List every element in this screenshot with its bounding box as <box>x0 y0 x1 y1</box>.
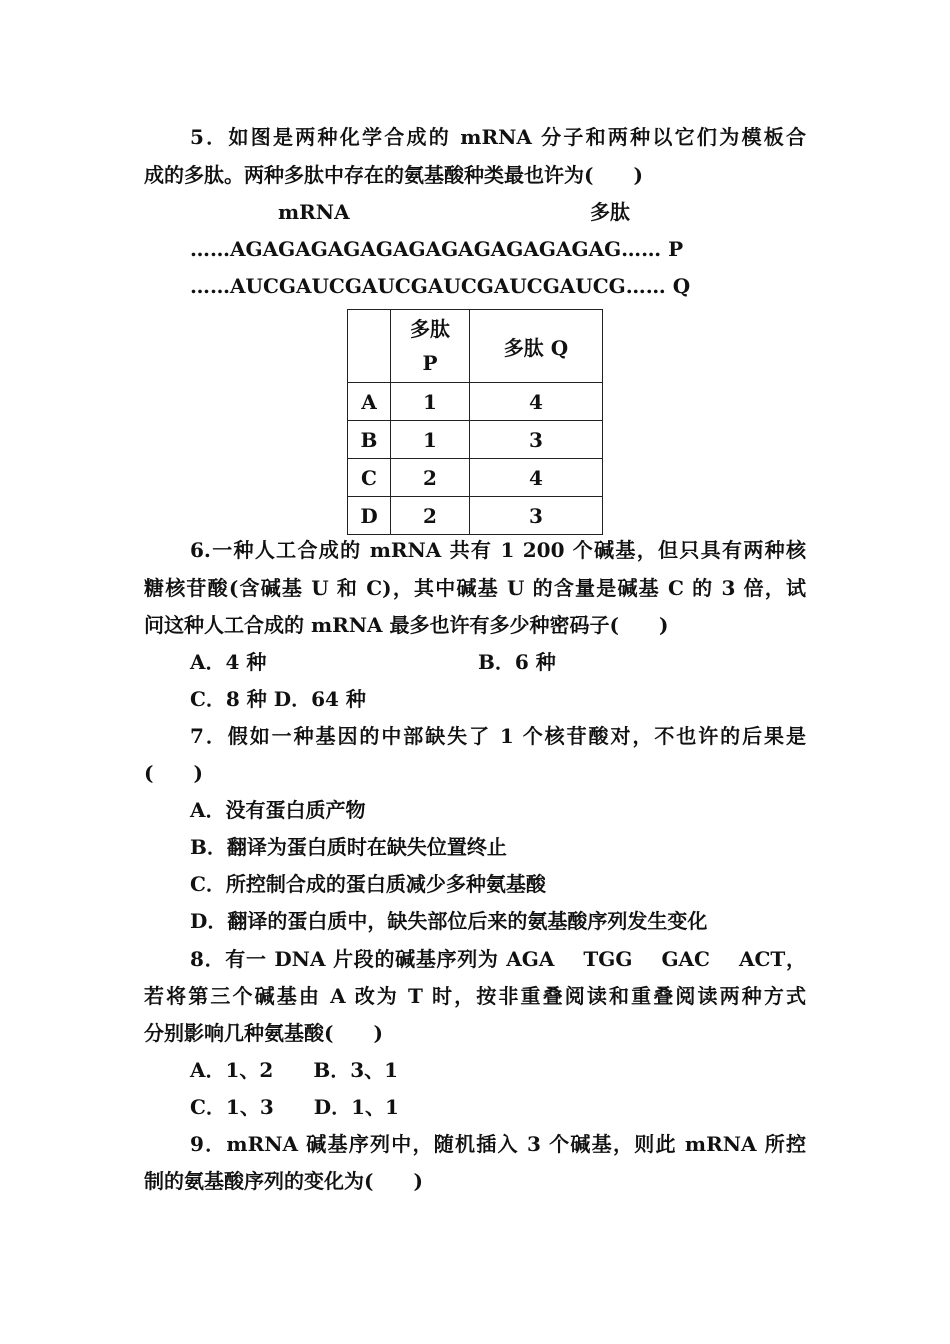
q8-option-cd: C．1、3 D．1、1 <box>190 1095 399 1119</box>
q7-option-d: D．翻译的蛋白质中，缺失部位后来的氨基酸序列发生变化 <box>190 909 708 933</box>
q6-option-b: B．6 种 <box>478 650 556 674</box>
q5-sequence-q: ……AUCGAUCGAUCGAUCGAUCGAUCG…… Q <box>190 274 691 298</box>
q8-line-2: 若将第三个碱基由 A 改为 T 时，按非重叠阅读和重叠阅读两种方式 <box>144 984 806 1008</box>
table-cell: 3 <box>470 421 603 459</box>
table-row <box>348 383 603 421</box>
table-cell: B <box>348 421 391 459</box>
q5-mrna-label: mRNA <box>278 200 350 224</box>
table-cell: A <box>348 383 391 421</box>
q6-line-3: 问这种人工合成的 mRNA 最多也许有多少种密码子( ) <box>144 613 669 637</box>
q8-line-1: 8．有一 DNA 片段的碱基序列为 AGA TGG GAC ACT， <box>190 947 806 971</box>
q5-peptide-label: 多肽 <box>590 200 630 224</box>
table-cell: 2 <box>391 459 470 497</box>
q7-option-a: A．没有蛋白质产物 <box>190 798 366 822</box>
q7-line-2: ( ) <box>144 761 203 785</box>
table-header-cell <box>348 310 391 383</box>
table-cell: C <box>348 459 391 497</box>
q7-line-1: 7．假如一种基因的中部缺失了 1 个核苷酸对，不也许的后果是 <box>190 724 806 748</box>
table-row <box>348 459 603 497</box>
q5-line-2: 成的多肽。两种多肽中存在的氨基酸种类最也许为( ) <box>144 163 643 187</box>
table-header-peptide-p <box>391 310 470 383</box>
table-cell: 3 <box>470 497 603 535</box>
q5-sequence-p: ……AGAGAGAGAGAGAGAGAGAGAGAG…… P <box>190 237 684 261</box>
table-cell: 1 <box>391 383 470 421</box>
q6-option-a: A．4 种 <box>190 650 267 674</box>
table-cell: 2 <box>391 497 470 535</box>
table-cell: 4 <box>470 383 603 421</box>
table-row <box>348 497 603 535</box>
header-p-top: 多肽 <box>410 317 450 341</box>
q6-line-1: 6.一种人工合成的 mRNA 共有 1 200 个碱基，但只具有两种核 <box>190 538 806 562</box>
q5-answer-table <box>347 309 603 535</box>
q8-option-ab: A．1、2 B．3、1 <box>190 1058 399 1082</box>
q7-option-b: B．翻译为蛋白质时在缺失位置终止 <box>190 835 507 859</box>
table-header-peptide-q: 多肽 Q <box>470 310 603 383</box>
q8-line-3: 分别影响几种氨基酸( ) <box>144 1021 383 1045</box>
q7-option-c: C．所控制合成的蛋白质减少多种氨基酸 <box>190 872 546 896</box>
header-p-bottom: P <box>422 351 438 375</box>
q9-line-2: 制的氨基酸序列的变化为( ) <box>144 1169 423 1193</box>
q5-line-1: 5．如图是两种化学合成的 mRNA 分子和两种以它们为模板合 <box>190 125 806 149</box>
table-row <box>348 421 603 459</box>
table-cell: D <box>348 497 391 535</box>
q6-option-cd: C．8 种 D．64 种 <box>190 687 366 711</box>
table-cell: 1 <box>391 421 470 459</box>
table-cell: 4 <box>470 459 603 497</box>
q6-line-2: 糖核苷酸(含碱基 U 和 C)，其中碱基 U 的含量是碱基 C 的 3 倍，试 <box>144 576 806 600</box>
q9-line-1: 9．mRNA 碱基序列中，随机插入 3 个碱基，则此 mRNA 所控 <box>190 1132 806 1156</box>
table-header-row <box>348 310 603 383</box>
